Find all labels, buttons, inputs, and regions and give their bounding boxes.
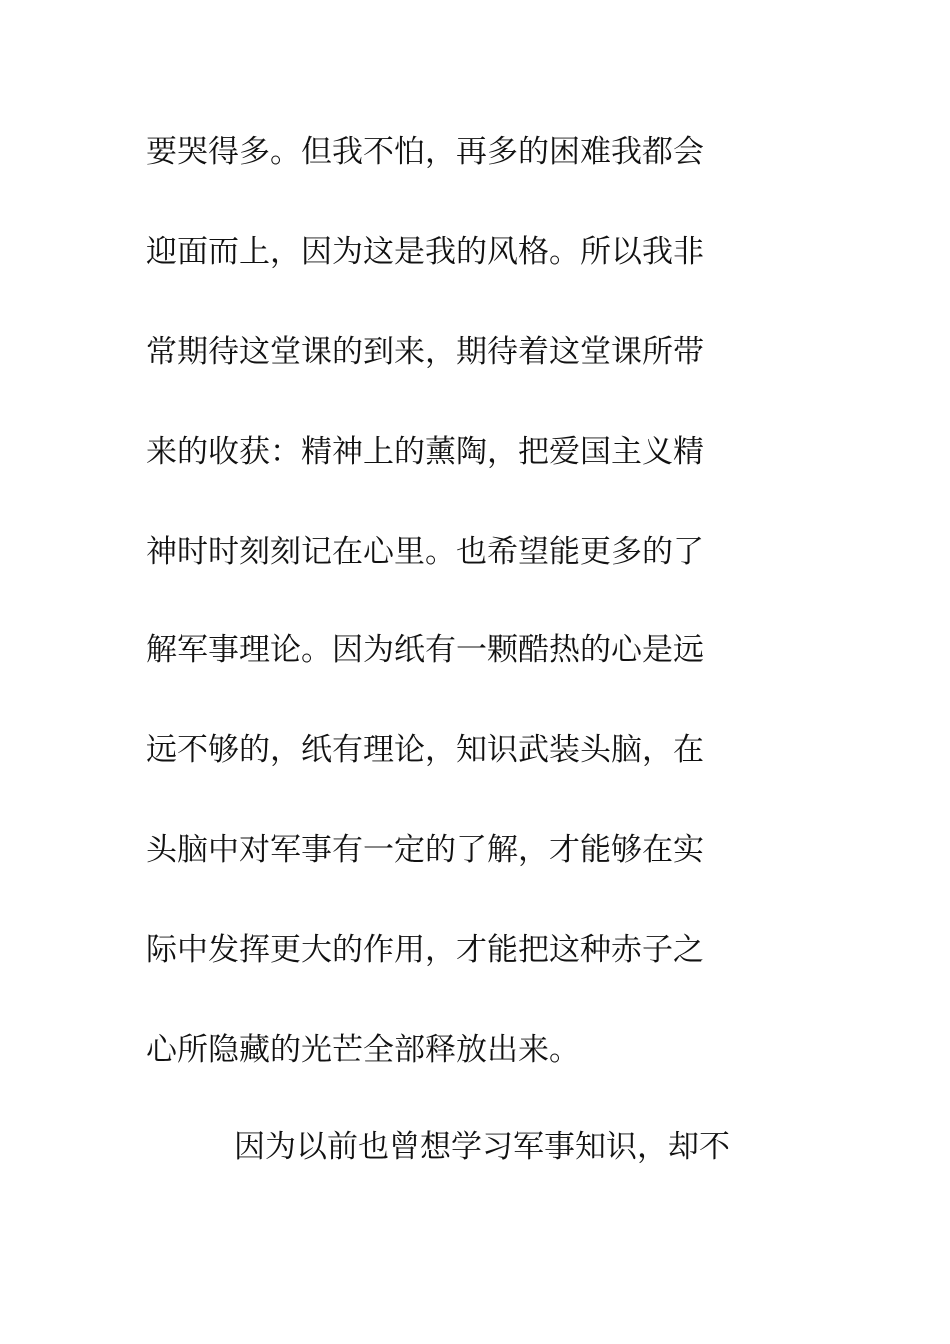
text-line: 要哭得多。但我不怕，再多的困难我都会 [146, 134, 704, 170]
text-line: 解军事理论。因为纸有一颗酷热的心是远 [146, 632, 704, 668]
text-line: 常期待这堂课的到来，期待着这堂课所带 [146, 334, 704, 370]
paragraph-start-line: 因为以前也曾想学习军事知识，却不 [234, 1129, 730, 1165]
text-line: 远不够的，纸有理论，知识武装头脑，在 [146, 732, 704, 768]
text-line: 心所隐藏的光芒全部释放出来。 [146, 1032, 580, 1068]
text-line: 迎面而上，因为这是我的风格。所以我非 [146, 234, 704, 270]
text-line: 际中发挥更大的作用，才能把这种赤子之 [146, 932, 704, 968]
text-line: 神时时刻刻记在心里。也希望能更多的了 [146, 534, 704, 570]
text-line: 来的收获：精神上的薰陶，把爱国主义精 [146, 434, 704, 470]
text-line: 头脑中对军事有一定的了解，才能够在实 [146, 832, 704, 868]
